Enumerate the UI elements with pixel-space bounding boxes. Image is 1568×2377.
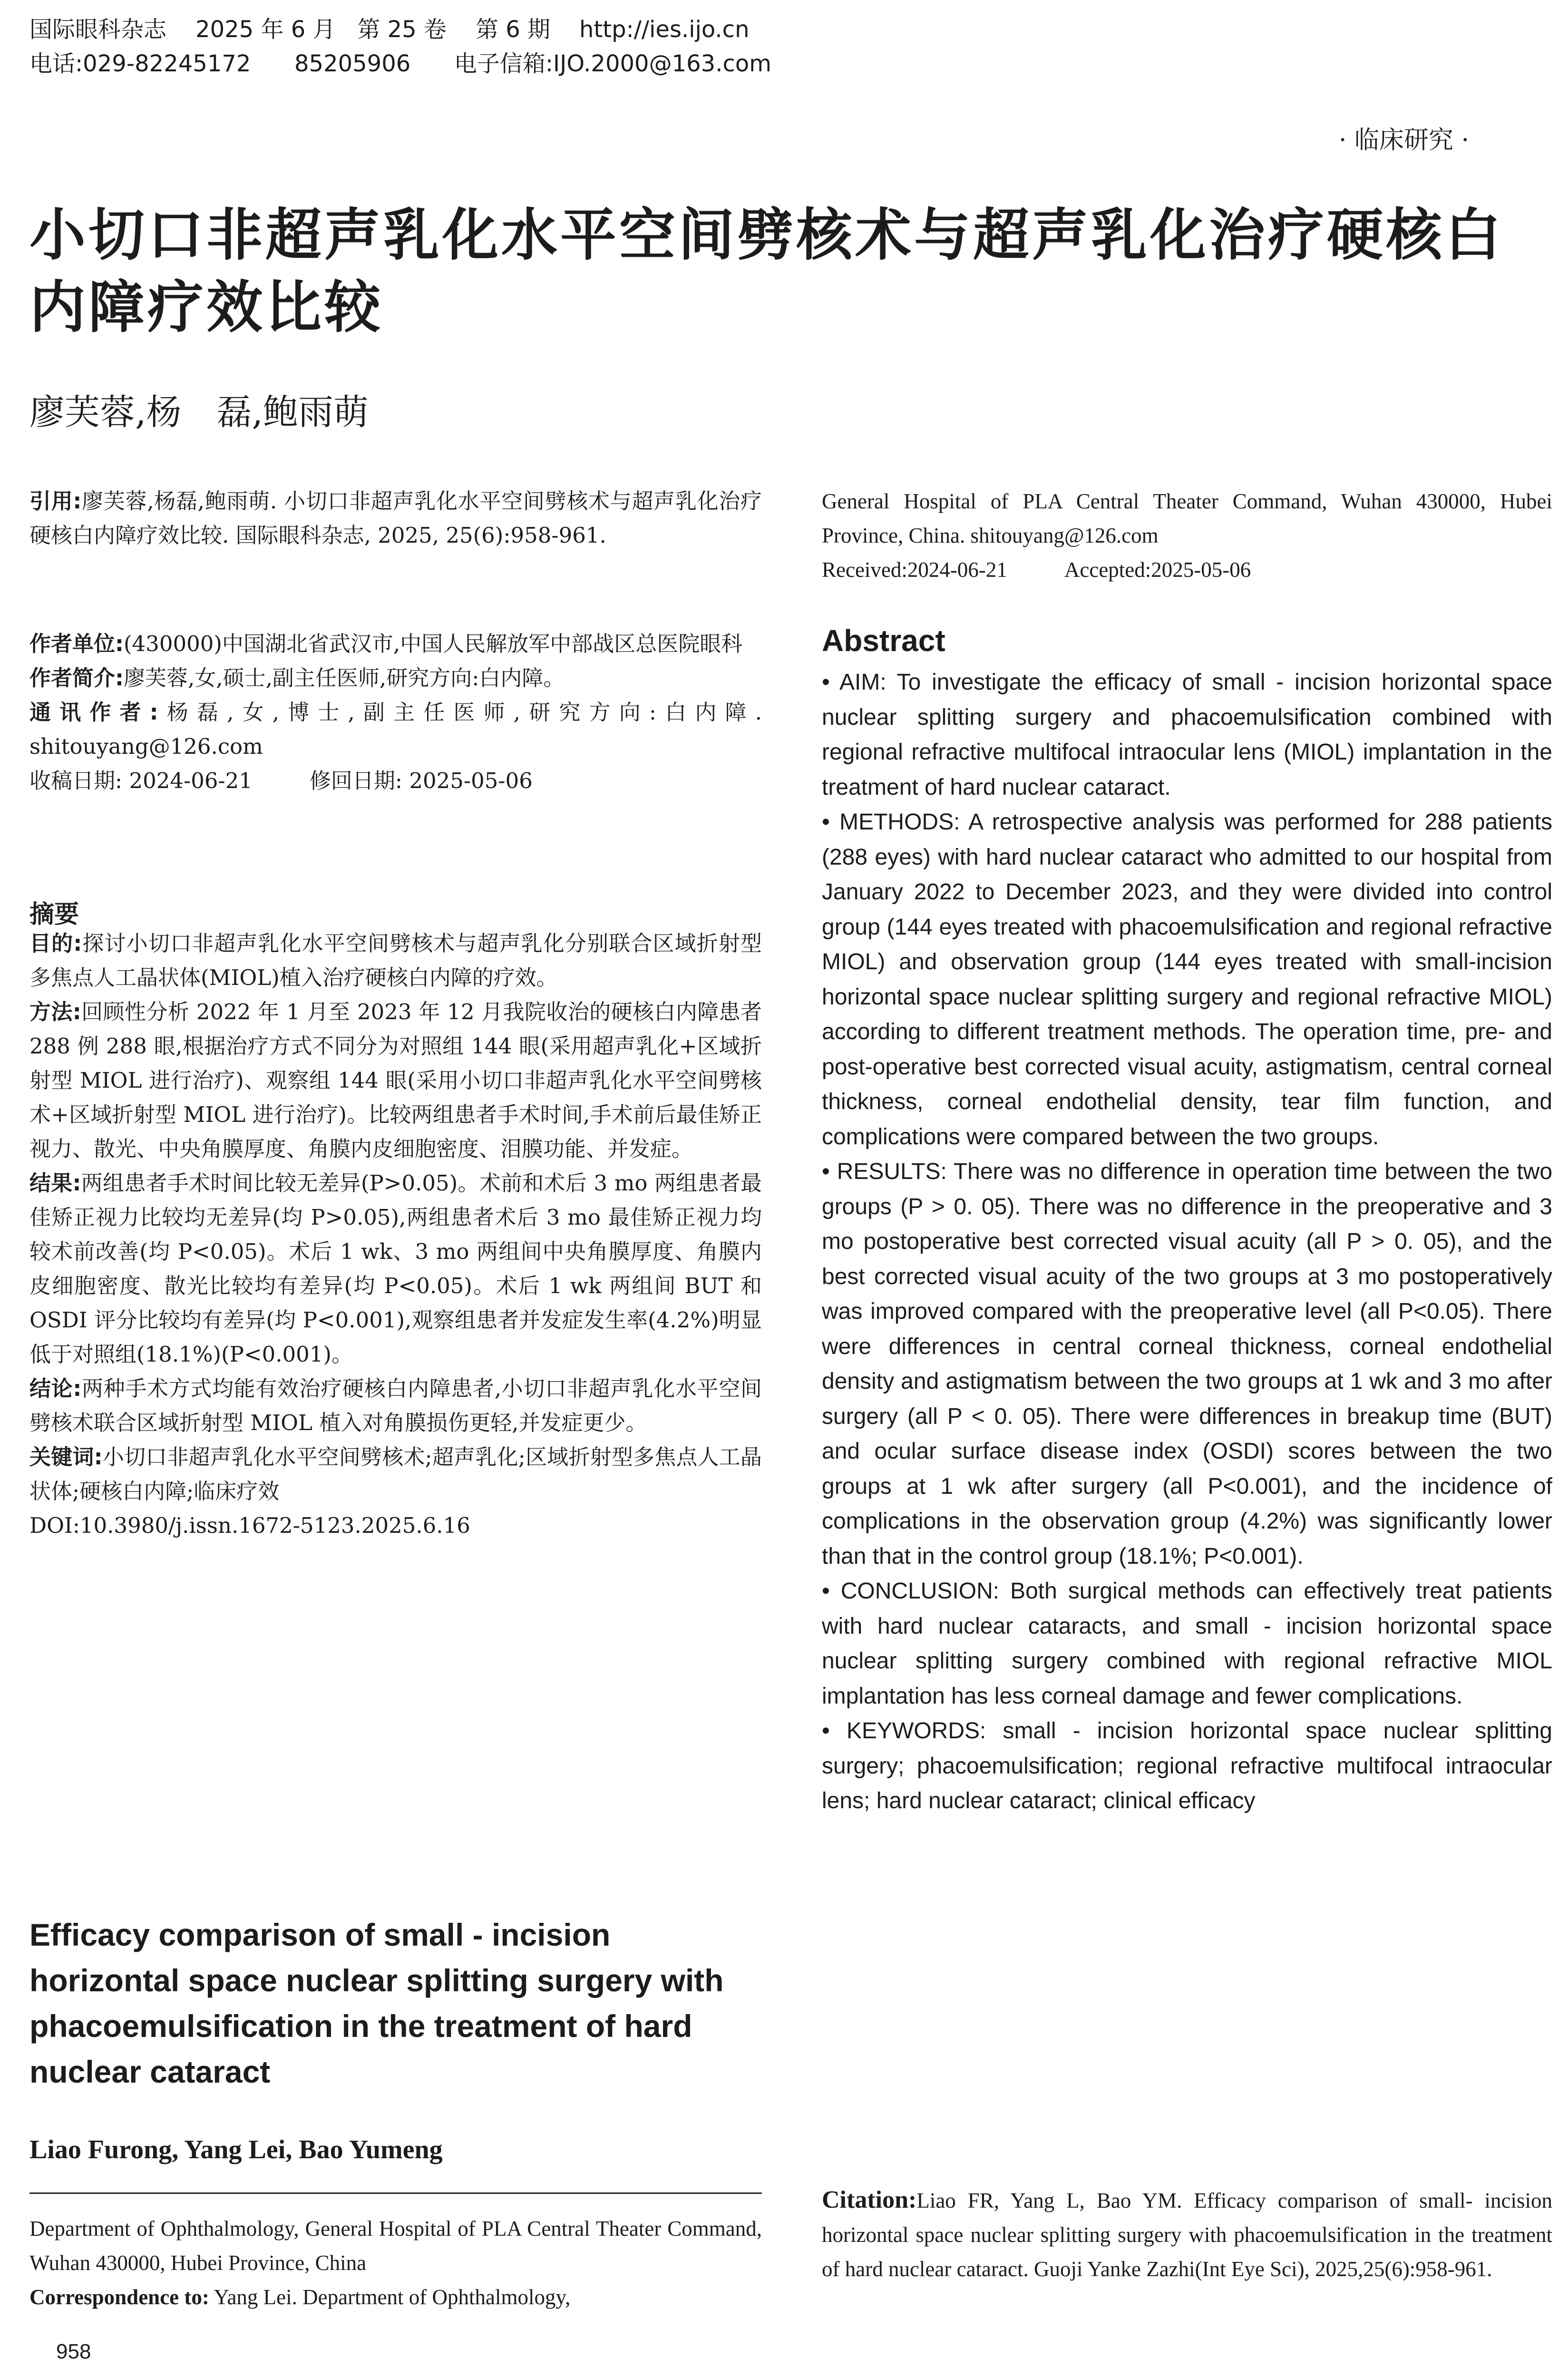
journal-name: 国际眼科杂志	[29, 16, 167, 43]
phone2: 85205906	[294, 50, 411, 77]
conclusion-en-label: CONCLUSION:	[840, 1578, 1000, 1604]
corr-en-label: Correspondence to:	[29, 2285, 209, 2309]
methods-en-label: METHODS:	[839, 809, 960, 835]
received-en: Received:2024-06-21	[822, 558, 1007, 582]
citation-cn-label: 引用:	[29, 488, 82, 514]
received-date: 收稿日期: 2024-06-21	[29, 768, 253, 793]
divider	[29, 2192, 762, 2194]
results-cn-label: 结果:	[29, 1170, 81, 1196]
conclusion-cn-label: 结论:	[29, 1376, 82, 1401]
unit-label: 作者单位:	[29, 631, 124, 656]
results-en-label: RESULTS:	[837, 1159, 947, 1184]
bio-label: 作者简介:	[29, 665, 124, 691]
doi[interactable]: DOI:10.3980/j.issn.1672-5123.2025.6.16	[29, 1513, 470, 1538]
journal-url[interactable]: http://ies.ijo.cn	[579, 16, 750, 43]
bio-text: 廖芙蓉,女,硕士,副主任医师,研究方向:白内障。	[124, 665, 565, 691]
dept-en: Department of Ophthalmology, General Hospital of PLA Central Theater Command, Wuhan 430000, Hubei Province, China	[29, 2217, 762, 2275]
page-number: 958	[56, 2340, 91, 2363]
authors-en: Liao Furong, Yang Lei, Bao Yumeng	[29, 2135, 443, 2164]
abstract-cn	[29, 926, 762, 1543]
conclusion-cn: 两种手术方式均能有效治疗硬核白内障患者,小切口非超声乳化水平空间劈核术联合区域折射型 MIOL 植入对角膜损伤更轻,并发症更少。	[29, 1376, 762, 1435]
correspondence-continued	[822, 484, 1552, 587]
results-cn: 两组患者手术时间比较无差异(P>0.05)。术前和术后 3 mo 两组患者最佳矫正视力比较均无差异(均 P>0.05),两组患者术后 3 mo 最佳矫正视力均较术前改善(均 P<0.05)。术后 1 wk、3 mo 两组间中央角膜厚度、角膜内皮细胞密度、散光比较均有差异(均 P<0.05)。术后 1 wk 两组间 BUT 和 OSDI 评分比较均有差异(均 P<0.001),观察组患者并发症发生率(4.2%)明显低于对照组(18.1%)(P<0.001)。	[29, 1170, 762, 1367]
phone: 电话:029-82245172	[29, 50, 251, 77]
author-info	[29, 627, 762, 798]
citation-en	[822, 2183, 1552, 2286]
conclusion-en: Both surgical methods can effectively treat patients with hard nuclear cataracts, and small - incision horizontal space nuclear splitting surgery combined with regional refractive MIOL implantation has less corneal damage and fewer complications.	[822, 1578, 1553, 1709]
affiliation-en	[29, 2211, 762, 2314]
abstract-en: • AIM: To investigate the efficacy of small - incision horizontal space nuclear splitting surgery and phacoemulsification combined with regional refractive multifocal intraocular lens (MIOL) implantation in the treatment of hard nuclear cataract. • METHODS: A retrospective analysis was performed for 288 patients (288 eyes) with hard nuclear cataract who admitted to our hospital from January 2022 to December 2023, and they were divided into control group (144 eyes treated with phacoemulsification and regional refractive MIOL) and observation group (144 eyes treated with small-incision horizontal space nuclear splitting surgery and regional refractive MIOL) according to different treatment methods. The operation time, pre- and post-operative best corrected visual acuity, astigmatism, central corneal thickness, corneal endothelial density, tear film function, and complications were compared between the two groups. • RESULTS: There was no difference in operation time between the two groups (P > 0. 05). There was no difference in the preoperative and 3 mo postoperative best corrected visual acuity (all P > 0. 05), and the best corrected visual acuity of the two groups at 3 mo postoperatively was improved compared with the preoperative level (all P<0.05). There were differences in central corneal thickness, corneal endothelial density and astigmatism between the two groups at 1 wk and 3 mo after surgery (all P < 0. 05). There were differences in breakup time (BUT) and ocular surface disease index (OSDI) scores between the two groups at 1 wk after surgery (all P<0.001), and the incidence of complications in the observation group (4.2%) was significantly lower than that in the control group (18.1%; P<0.001). • CONCLUSION: Both surgical methods can effectively treat patients with hard nuclear cataracts, and small - incision horizontal space nuclear splitting surgery combined with regional refractive MIOL implantation has less corneal damage and fewer complications. • KEYWORDS: small - incision horizontal space nuclear splitting surgery; phacoemulsification; regional refractive multifocal intraocular lens; hard nuclear cataract; clinical efficacy	[822, 670, 1553, 1813]
keywords-cn-label: 关键词:	[29, 1444, 103, 1470]
results-en: There was no difference in operation time between the two groups (P > 0. 05). There was no difference in the preoperative and 3 mo postoperative best corrected visual acuity (all P > 0. 05), and the best corrected visual acuity of the two groups at 3 mo postoperatively was improved compared with the preoperative level (all P<0.05). There were differences in central corneal thickness, corneal endothelial density and astigmatism between the two groups at 1 wk and 3 mo after surgery (all P < 0. 05). There were differences in breakup time (BUT) and ocular surface disease index (OSDI) scores between the two groups at 1 wk after surgery (all P<0.001), and the incidence of complications in the observation group (4.2%) was significantly lower than that in the control group (18.1%; P<0.001).	[822, 1159, 1553, 1569]
article-title-cn: 小切口非超声乳化水平空间劈核术与超声乳化治疗硬核白内障疗效比较	[29, 202, 1504, 340]
methods-cn: 回顾性分析 2022 年 1 月至 2023 年 12 月我院收治的硬核白内障患者 288 例 288 眼,根据治疗方式不同分为对照组 144 眼(采用超声乳化+区域折射型 MIOL 进行治疗)、观察组 144 眼(采用小切口非超声乳化水平空间劈核术+区域折射型 MIOL 进行治疗)。比较两组患者手术时间,手术前后最佳矫正视力、散光、中央角膜厚度、角膜内皮细胞密度、泪膜功能、并发症。	[29, 999, 762, 1161]
corr-en-start: Yang Lei. Department of Ophthalmology,	[214, 2285, 571, 2309]
corr-text: 杨磊,女,博士,副主任医师,研究方向:白内障. shitouyang@126.com	[29, 700, 762, 759]
journal-email[interactable]: 电子信箱:IJO.2000@163.com	[454, 50, 771, 77]
journal-header-line2	[29, 49, 771, 79]
issue: 第 6 期	[475, 16, 551, 43]
citation-cn	[29, 484, 762, 553]
corr-en-text: General Hospital of PLA Central Theater Command, Wuhan 430000, Hubei Province, China. shitouyang@126.com	[822, 489, 1552, 547]
methods-cn-label: 方法:	[29, 999, 81, 1024]
citation-en-text: Liao FR, Yang L, Bao YM. Efficacy comparison of small- incision horizontal space nuclear splitting surgery with phacoemulsification in the treatment of hard nuclear cataract. Guoji Yanke Zazhi(Int Eye Sci), 2025,25(6):958-961.	[822, 2189, 1552, 2281]
corr-label: 通讯作者:	[29, 700, 158, 725]
aim-en-label: AIM:	[839, 670, 886, 695]
citation-en-label: Citation:	[822, 2186, 917, 2213]
aim-cn-label: 目的:	[29, 931, 82, 956]
unit-text: (430000)中国湖北省武汉市,中国人民解放军中部战区总医院眼科	[124, 631, 743, 656]
authors-cn: 廖芙蓉,杨 磊,鲍雨萌	[29, 392, 369, 433]
accepted-en: Accepted:2025-05-06	[1064, 558, 1251, 582]
keywords-cn: 小切口非超声乳化水平空间劈核术;超声乳化;区域折射型多焦点人工晶状体;硬核白内障;临床疗效	[29, 1444, 762, 1504]
section-label: · 临床研究 ·	[1338, 126, 1469, 155]
keywords-en: small - incision horizontal space nuclear splitting surgery; phacoemulsification; regional refractive multifocal intraocular lens; hard nuclear cataract; clinical efficacy	[822, 1718, 1552, 1813]
issue-date: 2025 年 6 月	[195, 16, 336, 43]
citation-cn-text: 廖芙蓉,杨磊,鲍雨萌. 小切口非超声乳化水平空间劈核术与超声乳化治疗硬核白内障疗效比较. 国际眼科杂志, 2025, 25(6):958-961.	[29, 488, 762, 548]
article-title-en: Efficacy comparison of small - incision horizontal space nuclear splitting surgery with phacoemulsification in the treatment of hard nuclear cataract	[29, 1917, 724, 2089]
revised-date: 修回日期: 2025-05-06	[309, 768, 533, 793]
methods-en: A retrospective analysis was performed for 288 patients (288 eyes) with hard nuclear cataract who admitted to our hospital from January 2022 to December 2023, and they were divided into control group (144 eyes treated with phacoemulsification and regional refractive MIOL) and observation group (144 eyes treated with small-incision horizontal space nuclear splitting surgery and regional refractive MIOL) according to different treatment methods. The operation time, pre- and post-operative best corrected visual acuity, astigmatism, central corneal thickness, corneal endothelial density, tear film function, and complications were compared between the two groups.	[822, 809, 1552, 1150]
aim-en: To investigate the efficacy of small - incision horizontal space nuclear splitting surgery and phacoemulsification combined with regional refractive multifocal intraocular lens (MIOL) implantation in the treatment of hard nuclear cataract.	[822, 670, 1553, 800]
aim-cn: 探讨小切口非超声乳化水平空间劈核术与超声乳化分别联合区域折射型多焦点人工晶状体(MIOL)植入治疗硬核白内障的疗效。	[29, 931, 762, 990]
abstract-en-heading: Abstract	[822, 623, 945, 658]
abstract-cn-heading: 摘要	[29, 900, 79, 929]
volume: 第 25 卷	[357, 16, 447, 43]
keywords-en-label: KEYWORDS:	[846, 1718, 986, 1744]
journal-header-line1	[29, 14, 750, 45]
